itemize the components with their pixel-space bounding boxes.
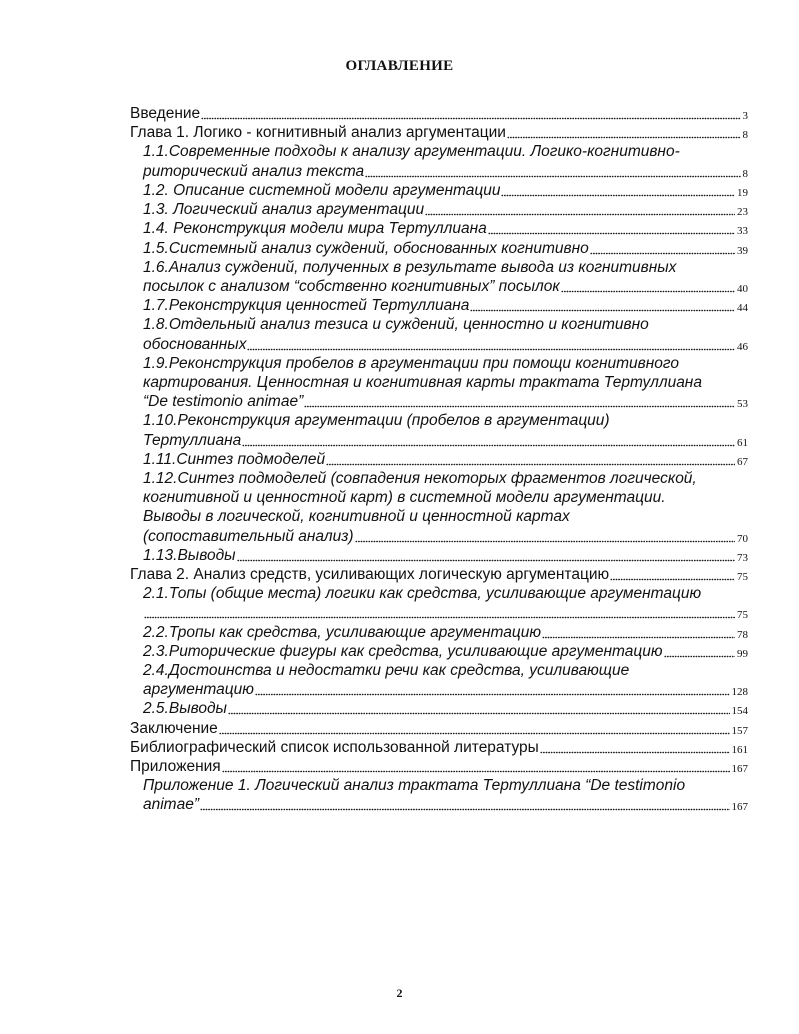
toc-page-number: 75 xyxy=(737,609,748,622)
toc-entry-text: 1.10.Реконструкция аргументации (пробелов в аргументации) xyxy=(143,412,610,430)
toc-entry-text: 1.13.Выводы xyxy=(143,546,236,564)
toc-entry-text: 1.11.Синтез подмоделей xyxy=(143,450,326,468)
toc-entry[interactable] xyxy=(130,757,748,776)
toc-page-number: 40 xyxy=(737,282,748,295)
dot-leader xyxy=(507,136,741,139)
toc-entry[interactable] xyxy=(130,123,748,142)
toc-page-number: 161 xyxy=(731,743,748,756)
toc-page-number: 44 xyxy=(737,302,748,315)
dot-leader xyxy=(425,213,735,216)
toc-page-number: 8 xyxy=(742,129,748,142)
toc-entry[interactable] xyxy=(143,354,748,412)
toc-entry[interactable] xyxy=(143,699,748,718)
dot-leader xyxy=(610,578,735,581)
toc-entry-text: Глава 1. Логико - когнитивный анализ аргументации xyxy=(130,124,506,142)
dot-leader xyxy=(247,348,735,351)
toc-entry[interactable] xyxy=(143,776,748,814)
toc-entry[interactable] xyxy=(143,661,748,699)
dot-leader xyxy=(144,616,735,619)
toc-entry-text: “De testimonio animae” xyxy=(143,393,304,411)
toc-page-number: 19 xyxy=(737,186,748,199)
toc-page-number: 78 xyxy=(737,628,748,641)
toc-entry[interactable] xyxy=(143,642,748,661)
toc-entry[interactable] xyxy=(130,565,748,584)
toc-entry-text: когнитивной и ценностной карт) в системной модели аргументации. xyxy=(143,488,666,506)
toc-page-number: 61 xyxy=(737,436,748,449)
toc-entry[interactable] xyxy=(130,738,748,757)
toc-entry[interactable] xyxy=(130,104,748,123)
toc-entry-text: 1.7.Реконструкция ценностей Тертуллиана xyxy=(143,297,470,315)
toc-entry-text: 1.4. Реконструкция модели мира Тертуллиана xyxy=(143,220,487,238)
toc-page-number: 70 xyxy=(737,532,748,545)
page-number: 2 xyxy=(396,986,403,1000)
dot-leader xyxy=(326,463,735,466)
dot-leader xyxy=(222,770,730,773)
toc-entry-text: риторический анализ текста xyxy=(143,162,365,180)
dot-leader xyxy=(561,290,735,293)
dot-leader xyxy=(228,712,730,715)
dot-leader xyxy=(201,117,740,120)
toc-page-number: 167 xyxy=(731,801,748,814)
toc-entry-text: обоснованных xyxy=(143,335,247,353)
toc-page-number: 73 xyxy=(737,551,748,564)
dot-leader xyxy=(470,309,735,312)
toc-entry[interactable] xyxy=(143,546,748,565)
toc-entry-text: animae” xyxy=(143,796,199,814)
toc-page-number: 53 xyxy=(737,398,748,411)
toc-page-number: 46 xyxy=(737,340,748,353)
toc-entry-text: аргументацию xyxy=(143,681,254,699)
dot-leader xyxy=(255,693,730,696)
dot-leader xyxy=(488,232,735,235)
toc-entry-text: (сопоставительный анализ) xyxy=(143,527,354,545)
dot-leader xyxy=(664,655,735,658)
toc-entry-text: Тертуллиана xyxy=(143,431,242,449)
toc-entry-text: 1.6.Анализ суждений, полученных в результате вывода из когнитивных xyxy=(143,258,677,276)
toc-entry-text: Приложение 1. Логический анализ трактата Тертуллиана “De testimonio xyxy=(143,777,686,794)
toc-page-number: 157 xyxy=(731,724,748,737)
dot-leader xyxy=(542,636,735,639)
toc-entry-text: 1.8.Отдельный анализ тезиса и суждений, ценностно и когнитивно xyxy=(143,316,649,334)
toc-entry-text: 2.5.Выводы xyxy=(143,700,227,718)
toc-entry-text: 1.5.Системный анализ суждений, обоснованных когнитивно xyxy=(143,239,589,257)
toc-entry[interactable] xyxy=(143,469,748,546)
toc-page-number: 67 xyxy=(737,455,748,468)
toc-entry-text: Библиографический список использованной литературы xyxy=(130,738,539,756)
dot-leader xyxy=(237,559,735,562)
toc-entry-text: 1.12.Синтез подмоделей (совпадения некоторых фрагментов логической, xyxy=(143,469,697,487)
toc-entry[interactable] xyxy=(143,200,748,219)
toc-entry-text: 2.3.Риторические фигуры как средства, усиливающие аргументацию xyxy=(143,642,663,660)
dot-leader xyxy=(242,444,735,447)
toc-entry-text: посылок с анализом “собственно когнитивных” посылок xyxy=(143,277,560,295)
dot-leader xyxy=(501,194,735,197)
toc-page-number: 128 xyxy=(731,686,748,699)
toc-entry[interactable] xyxy=(143,258,748,296)
toc-page-number: 154 xyxy=(731,705,748,718)
toc-page-number: 23 xyxy=(737,206,748,219)
dot-leader xyxy=(355,540,735,543)
toc-page-number: 3 xyxy=(742,110,748,123)
toc-page-number: 99 xyxy=(737,647,748,660)
toc-entry[interactable] xyxy=(130,718,748,737)
toc-entry-text: Выводы в логической, когнитивной и ценностной картах xyxy=(143,508,570,526)
toc-entry-text: 2.1.Топы (общие места) логики как средства, усиливающие аргументацию xyxy=(143,585,702,602)
toc-entry-text: 2.4.Достоинства и недостатки речи как средства, усиливающие xyxy=(143,661,630,679)
toc-entry-text: 1.9.Реконструкция пробелов в аргументации при помощи когнитивного xyxy=(143,354,679,372)
toc-page-number: 8 xyxy=(742,167,748,180)
dot-leader xyxy=(365,175,740,178)
toc-entry[interactable] xyxy=(143,296,748,315)
page-title: ОГЛАВЛЕНИЕ xyxy=(345,58,454,74)
toc-entry-text: Приложения xyxy=(130,757,221,775)
toc-entry[interactable] xyxy=(143,181,748,200)
dot-leader xyxy=(590,252,735,255)
dot-leader xyxy=(219,732,730,735)
toc-entry[interactable] xyxy=(143,219,748,238)
dot-leader xyxy=(540,751,730,754)
toc-entry-text: 2.2.Тропы как средства, усиливающие аргументацию xyxy=(143,623,542,641)
toc-entry[interactable] xyxy=(143,411,748,449)
toc-page-number: 167 xyxy=(731,762,748,775)
toc-entry[interactable] xyxy=(143,142,748,180)
toc-entry-text: Введение xyxy=(130,105,201,123)
toc-entry-text: 1.1.Современные подходы к анализу аргументации. Логико-когнитивно- xyxy=(143,143,680,161)
toc-page-number: 75 xyxy=(737,570,748,583)
toc-entry[interactable] xyxy=(143,315,748,353)
toc-page-number: 39 xyxy=(737,244,748,257)
toc-entry-text: 1.2. Описание системной модели аргументации xyxy=(143,181,501,199)
dot-leader xyxy=(304,405,735,408)
toc-entry[interactable] xyxy=(143,238,748,257)
toc-entry[interactable] xyxy=(143,584,748,622)
toc-entry[interactable] xyxy=(143,622,748,641)
dot-leader xyxy=(200,808,730,811)
toc-entry-text: 1.3. Логический анализ аргументации xyxy=(143,201,425,219)
toc-entry-text: картирования. Ценностная и когнитивная карты трактата Тертуллиана xyxy=(143,373,702,391)
toc-page-number: 33 xyxy=(737,225,748,238)
toc-entry-text: Глава 2. Анализ средств, усиливающих логическую аргументацию xyxy=(130,565,610,583)
toc-entry-text: Заключение xyxy=(130,719,218,737)
toc-entry[interactable] xyxy=(143,450,748,469)
